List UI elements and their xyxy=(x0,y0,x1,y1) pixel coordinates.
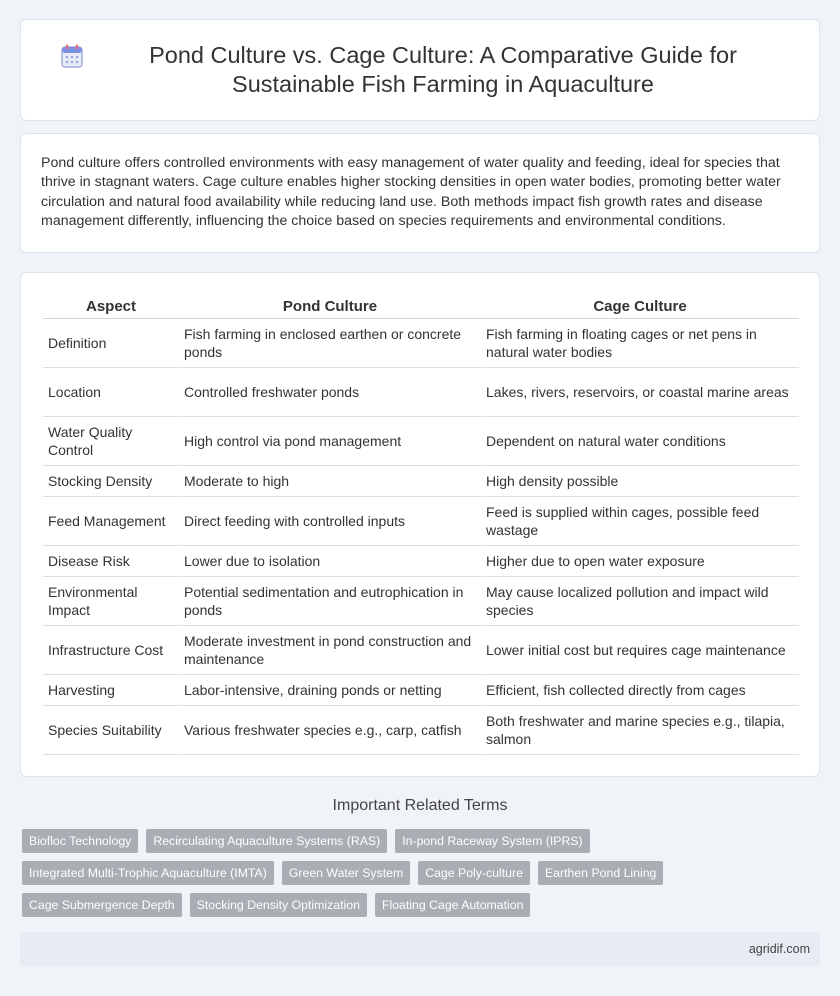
cell-cage: Dependent on natural water conditions xyxy=(481,417,799,466)
table-row xyxy=(43,368,799,417)
cell-pond: Moderate to high xyxy=(179,466,481,497)
table-row xyxy=(43,466,799,497)
cell-pond: Labor-intensive, draining ponds or netting xyxy=(179,675,481,706)
related-term-tag[interactable]: Biofloc Technology xyxy=(22,829,138,853)
table-row xyxy=(43,417,799,466)
related-term-tag[interactable]: Earthen Pond Lining xyxy=(538,861,663,885)
cell-pond: Various freshwater species e.g., carp, catfish xyxy=(179,706,481,755)
footer xyxy=(20,932,820,966)
cell-cage: Lower initial cost but requires cage maintenance xyxy=(481,626,799,675)
table-row xyxy=(43,706,799,755)
cell-cage: Lakes, rivers, reservoirs, or coastal marine areas xyxy=(481,368,799,417)
table-row xyxy=(43,675,799,706)
cell-aspect: Water Quality Control xyxy=(43,417,179,466)
cell-pond: Controlled freshwater ponds xyxy=(179,368,481,417)
related-term-tag[interactable]: Cage Submergence Depth xyxy=(22,893,182,917)
cell-cage: Both freshwater and marine species e.g., tilapia, salmon xyxy=(481,706,799,755)
cell-aspect: Stocking Density xyxy=(43,466,179,497)
cell-aspect: Harvesting xyxy=(43,675,179,706)
related-term-tag[interactable]: Floating Cage Automation xyxy=(375,893,531,917)
cell-aspect: Feed Management xyxy=(43,497,179,546)
related-term-tag[interactable]: In-pond Raceway System (IPRS) xyxy=(395,829,589,853)
calendar-icon xyxy=(61,44,83,68)
cell-cage: May cause localized pollution and impact wild species xyxy=(481,577,799,626)
cell-aspect: Infrastructure Cost xyxy=(43,626,179,675)
related-term-tag[interactable]: Green Water System xyxy=(282,861,410,885)
cell-pond: Direct feeding with controlled inputs xyxy=(179,497,481,546)
intro-card xyxy=(20,133,820,253)
table-row xyxy=(43,497,799,546)
cell-pond: Moderate investment in pond construction and maintenance xyxy=(179,626,481,675)
intro-paragraph: Pond culture offers controlled environments with easy management of water quality and feeding, ideal for species that thrive in stagnant waters. Cage culture enables higher stocking densities in open water bodies, promoting better water circulation and natural food availability while reducing land use. Both methods impact fish growth rates and disease management differently, influencing the choice based on species requirements and environmental conditions. xyxy=(41,155,781,229)
cell-aspect: Definition xyxy=(43,319,179,368)
cell-cage: High density possible xyxy=(481,466,799,497)
title-card xyxy=(20,19,820,121)
cell-cage: Efficient, fish collected directly from cages xyxy=(481,675,799,706)
related-term-tag[interactable]: Integrated Multi-Trophic Aquaculture (IMTA) xyxy=(22,861,274,885)
table-header-row xyxy=(43,290,799,319)
cell-aspect: Species Suitability xyxy=(43,706,179,755)
cell-pond: High control via pond management xyxy=(179,417,481,466)
related-term-tag[interactable]: Cage Poly-culture xyxy=(418,861,530,885)
cell-pond: Lower due to isolation xyxy=(179,546,481,577)
footer-site-link[interactable]: agridif.com xyxy=(748,942,810,956)
table-row xyxy=(43,546,799,577)
header-pond-culture: Pond Culture xyxy=(179,290,481,319)
cell-pond: Potential sedimentation and eutrophication in ponds xyxy=(179,577,481,626)
cell-aspect: Disease Risk xyxy=(43,546,179,577)
cell-aspect: Environmental Impact xyxy=(43,577,179,626)
related-terms-list xyxy=(22,829,822,917)
cell-aspect: Location xyxy=(43,368,179,417)
table-row xyxy=(43,577,799,626)
table-row xyxy=(43,319,799,368)
related-term-tag[interactable]: Recirculating Aquaculture Systems (RAS) xyxy=(146,829,387,853)
cell-pond: Fish farming in enclosed earthen or concrete ponds xyxy=(179,319,481,368)
related-term-tag[interactable]: Stocking Density Optimization xyxy=(190,893,367,917)
related-terms-heading: Important Related Terms xyxy=(332,797,508,814)
header-aspect: Aspect xyxy=(43,290,179,319)
table-row xyxy=(43,626,799,675)
comparison-table-card xyxy=(20,272,820,777)
comparison-table xyxy=(43,290,799,755)
cell-cage: Higher due to open water exposure xyxy=(481,546,799,577)
header-cage-culture: Cage Culture xyxy=(481,290,799,319)
page-title: Pond Culture vs. Cage Culture: A Comparative Guide for Sustainable Fish Farming in Aquaculture xyxy=(149,42,737,97)
cell-cage: Fish farming in floating cages or net pens in natural water bodies xyxy=(481,319,799,368)
cell-cage: Feed is supplied within cages, possible feed wastage xyxy=(481,497,799,546)
